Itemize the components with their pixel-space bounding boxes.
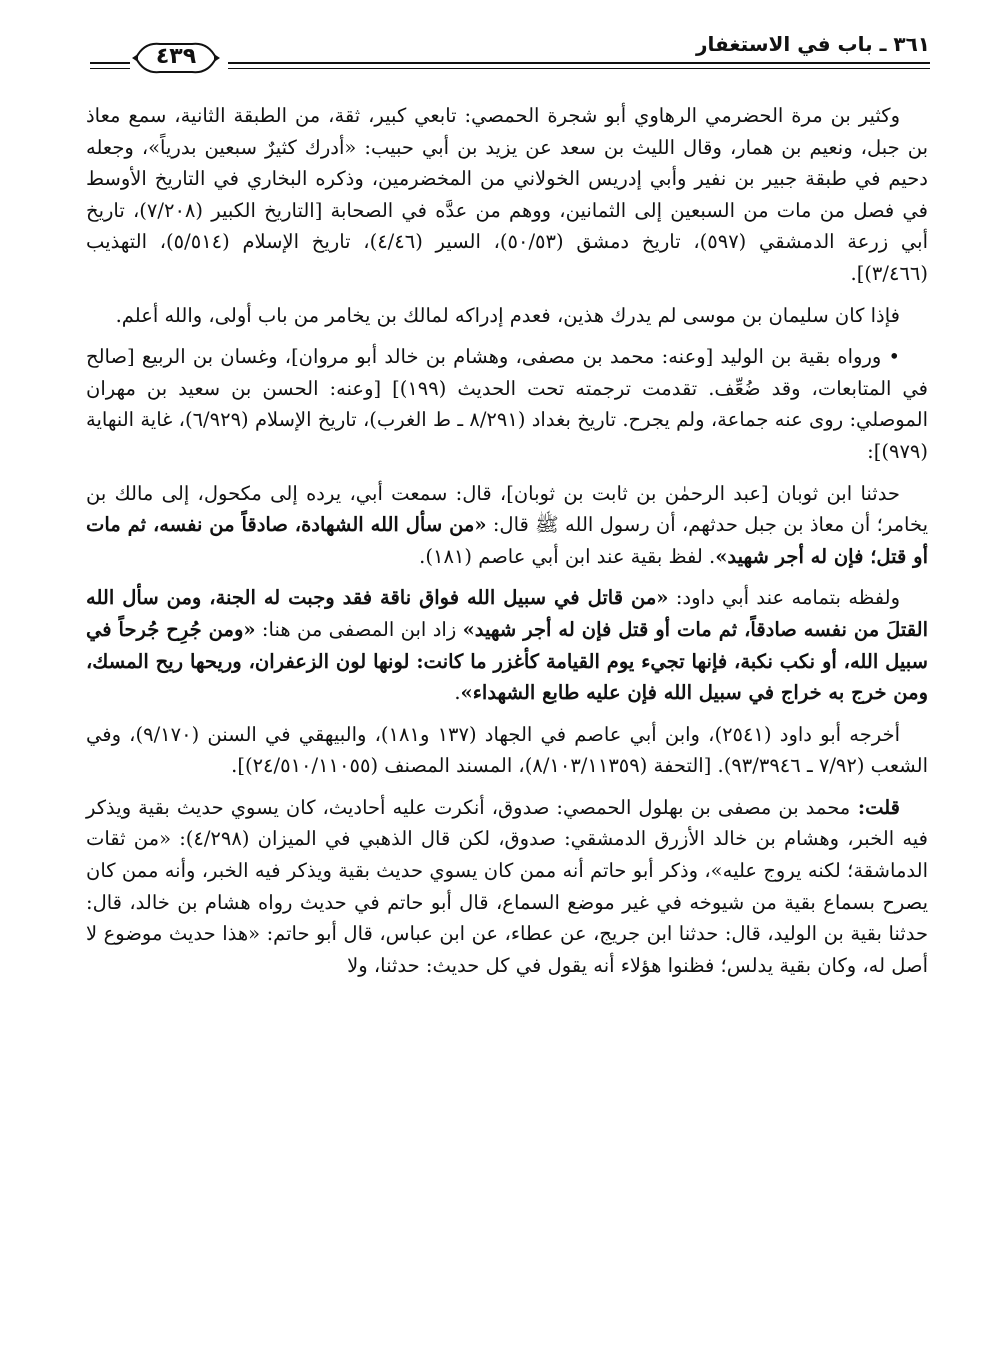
paragraph-5 (86, 582, 928, 708)
paragraph-5-mid: زاد ابن المصفى من هنا: (255, 617, 463, 641)
main-text (86, 100, 928, 981)
page-number-ornament (130, 38, 222, 78)
paragraph-7-lead: قلت: (850, 795, 901, 819)
header-rule-right-thin (228, 68, 930, 69)
paragraph-7-text: محمد بن مصفى بن بهلول الحمصي: صدوق، أنكرت عليه أحاديث، كان يسوي حديث بقية ويذكر فيه الخبر، وهشام بن خالد الأزرق الدمشقي: صدوق، لكن قال الذهبي في الميزان (٤/٢٩٨): «من ثقات الدماشقة؛ لكنه يروج عليه»، وذكر أبو حاتم أنه ممن كان يسوي حديث بقية ويذكر فيه الخبر، وأنه ممن كان يصرح بسماع بقية من شيوخه في غير موضع السماع، قال أبو حاتم في حديث رواه هشام بن خالد، قال: حدثنا بقية بن الوليد، قال: حدثنا ابن جريج، عن عطاء، عن ابن عباس، قال أبو حاتم: «هذا حديث موضوع لا أصل له، وكان بقية يدلس؛ فظنوا هؤلاء أنه يقول في كل حديث: حدثنا، ولا (86, 795, 928, 977)
hadith-text-3: «ومن جُرِح جُرحاً في سبيل الله، أو نكب نكبة، فإنها تجيء يوم القيامة كأغزر ما كانت: لونها لون الزعفران، وريحها ريح المسك، ومن خرج به خراج في سبيل الله فإن عليه طابع الشهداء» (86, 617, 928, 705)
paragraph-4-intro: حدثنا ابن ثوبان [عبد الرحمٰن بن ثابت بن ثوبان]، قال: سمعت أبي، يرده إلى مكحول، إلى مالك بن يخامر؛ أن معاذ بن جبل حدثهم، أن رسول الله ﷺ قال: (86, 481, 929, 537)
paragraph-2: فإذا كان سليمان بن موسى لم يدرك هذين، فعدم إدراكه لمالك بن يخامر من باب أولى، والله أعلم. (115, 303, 900, 327)
header-rule-left (90, 62, 130, 64)
paragraph-7 (86, 792, 928, 982)
paragraph-6: أخرجه أبو داود (٢٥٤١)، وابن أبي عاصم في الجهاد (١٣٧ و١٨١)، والبيهقي في السنن (٩/١٧٠)، وفي الشعب (٧/٩٢ ـ ٩٣/٣٩٤٦). [التحفة (٨/١٠٣/١١٣٥٩)، المسند المصنف (٢٤/٥١٠/١١٠٥٥)]. (86, 722, 928, 778)
hadith-text-1: «من سأل الله الشهادة، صادقاً من نفسه، ثم مات أو قتل؛ فإن له أجر شهيد» (86, 513, 928, 568)
page-number: ٤٣٩ (155, 44, 197, 69)
paragraph-4 (86, 478, 928, 573)
paragraph-5-end: . (454, 681, 461, 705)
paragraph-3: • ورواه بقية بن الوليد [وعنه: محمد بن مصفى، وهشام بن خالد أبو مروان]، وغسان بن الربيع [صالح في المتابعات، وقد ضُعِّف. تقدمت ترجمته تحت الحديث (١٩٩)] [وعنه: الحسن بن سعيد بن مهران الموصلي: روى عنه جماعة، ولم يجرح. تاريخ بغداد (٨/٢٩١ ـ ط الغرب)، تاريخ الإسلام (٦/٩٢٩)، غاية النهاية (٩٧٩)]: (86, 345, 929, 463)
header-rule-left-thin (90, 68, 130, 69)
hadith-text-2: «من قاتل في سبيل الله فواق ناقة فقد وجبت له الجنة، ومن سأل الله القتلَ من نفسه صادقاً، ثم مات أو قتل فإن له أجر شهيد» (86, 586, 928, 641)
paragraph-4-end: . لفظ بقية عند ابن أبي عاصم (١٨١). (419, 544, 716, 568)
paragraph-5-intro: ولفظه بتمامه عند أبي داود: (668, 586, 900, 610)
chapter-title: ٣٦١ ـ باب في الاستغفار (695, 32, 930, 56)
page-header (78, 26, 930, 82)
header-rule-right (228, 62, 930, 64)
paragraph-1: وكثير بن مرة الحضرمي الرهاوي أبو شجرة الحمصي: تابعي كبير، ثقة، من الطبقة الثانية، سمع معاذ بن جبل، ونعيم بن همار، وقال الليث بن سعد عن يزيد بن أبي حبيب: «أدرك كثيرٌ سبعين بدرياً»، وجعله دحيم في طبقة جبير بن نفير وأبي إدريس الخولاني من المخضرمين، وذكره البخاري في التاريخ الأوسط في فصل من مات من السبعين إلى الثمانين، ووهم من عدَّه في الصحابة [التاريخ الكبير (٧/٢٠٨)، تاريخ أبي زرعة الدمشقي (٥٩٧)، تاريخ دمشق (٥٠/٥٣)، السير (٤/٤٦)، تاريخ الإسلام (٥/٥١٤)، التهذيب (٣/٤٦٦)]. (86, 104, 928, 285)
